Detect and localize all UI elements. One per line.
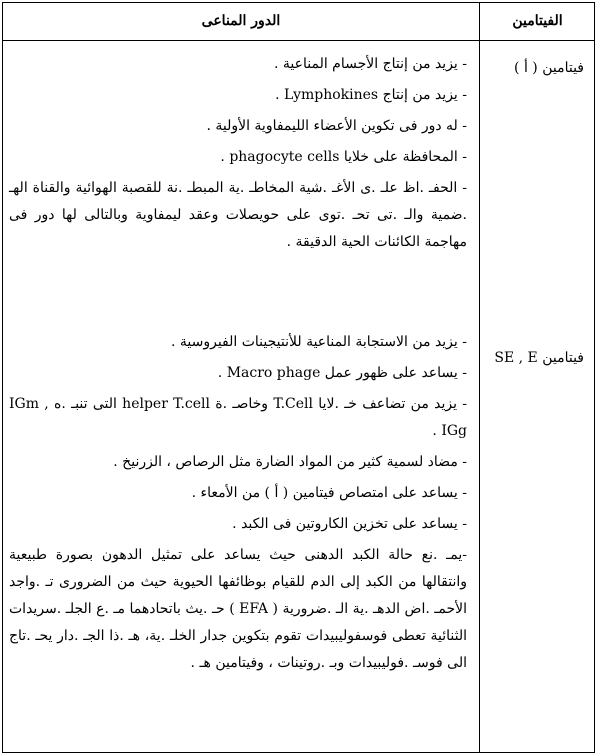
- role-item: - يزيد من إنتاج الأجسام المناعية .: [274, 56, 467, 72]
- column-divider: [479, 3, 480, 752]
- header-divider: [3, 40, 594, 41]
- header-immune-role: الدور المناعى: [201, 13, 281, 29]
- role-item: -يمـ .نع حالة الكبد الدهنى حيث يساعد على تمثيل الدهون بصورة طبيعية وانتقالها من الكبد إلى الدم للقيام بوظائفها الحيوية حيث من الضرورى تـ .واجد الأحمـ .اض الدهـ .ية الـ .ضرورية ( EFA ) حـ .يث باتحادهما مـ .ع الجلـ .سريدات الثنائية تعطى فوسفوليبيدات تقوم بتكوين جدار الخلـ .ية، هـ .ذا الجـ .دار يحـ .تاج الى فوسـ .فوليبيدات وبـ .روتينات ، وفيتامين هـ .: [9, 547, 468, 671]
- header-vitamin: الفيتامين: [512, 13, 563, 29]
- role-item: - المحافظة على خلايا phagocyte cells .: [220, 149, 467, 165]
- role-item: - يزيد من الاستجابة المناعية للأنتيجينات الفيروسية .: [170, 334, 467, 350]
- role-item: - يزيد من إنتاج Lymphokines .: [275, 87, 467, 103]
- role-item: - يساعد على تخزين الكاروتين فى الكبد .: [232, 516, 467, 532]
- vitamin-a-roles: [9, 51, 467, 260]
- role-item: - يساعد على امتصاص فيتامين ( أ ) من الأمعاء .: [191, 485, 467, 501]
- role-item: - مضاد لسمية كثير من المواد الضارة مثل الرصاص ، الزرنيخ .: [113, 454, 467, 470]
- vitamin-a-name: فيتامين ( أ ): [514, 60, 584, 76]
- role-item: - الحفـ .اظ علـ .ى الأغـ .شية المخاطـ .ية المبطـ .نة للقصبة الهوائية والقناة الهـ .ضمية والـ .تى تحـ .توى على حويصلات وعقد ليمفاوية وبالتالى لها دور فى مهاجمة الكائنات الحية الدقيقة .: [9, 180, 467, 250]
- vitamin-se-e-roles: [9, 329, 467, 681]
- role-item: - يزيد من تضاعف خـ .لايا T.Cell وخاصـ .ة helper T.cell التى تنبـ .ه IGm , IGg .: [9, 396, 467, 439]
- role-item: - له دور فى تكوين الأعضاء الليمفاوية الأولية .: [206, 118, 467, 134]
- vitamin-se-e-name: فيتامين SE , E: [494, 350, 584, 366]
- vitamins-immunity-table: [2, 2, 595, 753]
- role-item: - يساعد على ظهور عمل Macro phage .: [217, 365, 467, 381]
